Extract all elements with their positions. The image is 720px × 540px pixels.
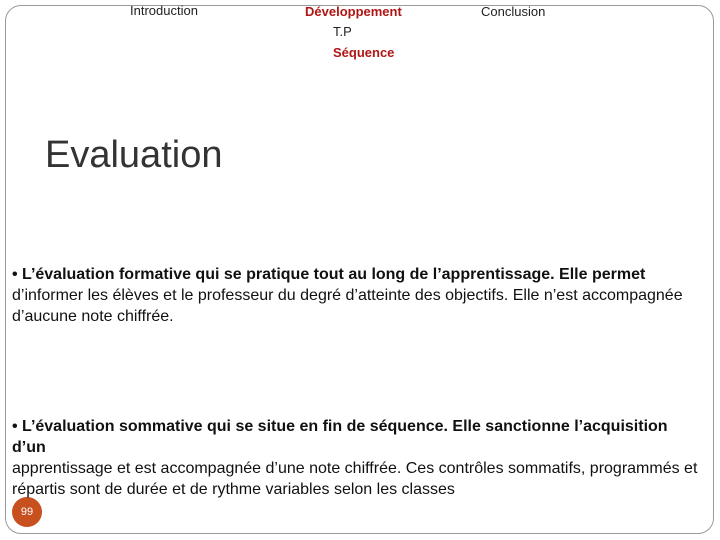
slide-title: Evaluation bbox=[45, 134, 223, 176]
paragraph-body: d’informer les élèves et le professeur du degré d’atteinte des objectifs. Elle n’est accompagnée d’aucune note chiffrée. bbox=[12, 287, 683, 325]
paragraph-formative bbox=[12, 264, 702, 327]
nav-sequence[interactable]: Séquence bbox=[333, 45, 395, 60]
paragraph-body: apprentissage et est accompagnée d’une note chiffrée. Ces contrôles sommatifs, programmés et répartis sont de durée et de rythme variables selon les classes bbox=[12, 460, 698, 498]
page-number-badge: 99 bbox=[12, 497, 42, 527]
paragraph-lead: • L’évaluation sommative qui se situe en fin de séquence. Elle sanctionne l’acquisition d’un bbox=[12, 418, 668, 456]
paragraph-sommative bbox=[12, 416, 702, 500]
paragraph-lead: • L’évaluation formative qui se pratique tout au long de l’apprentissage. Elle permet bbox=[12, 266, 646, 283]
nav-conclusion[interactable]: Conclusion bbox=[481, 4, 546, 19]
nav-developpement[interactable]: Développement bbox=[305, 4, 402, 19]
nav-introduction[interactable]: Introduction bbox=[130, 3, 198, 18]
nav-tp[interactable]: T.P bbox=[333, 24, 352, 39]
